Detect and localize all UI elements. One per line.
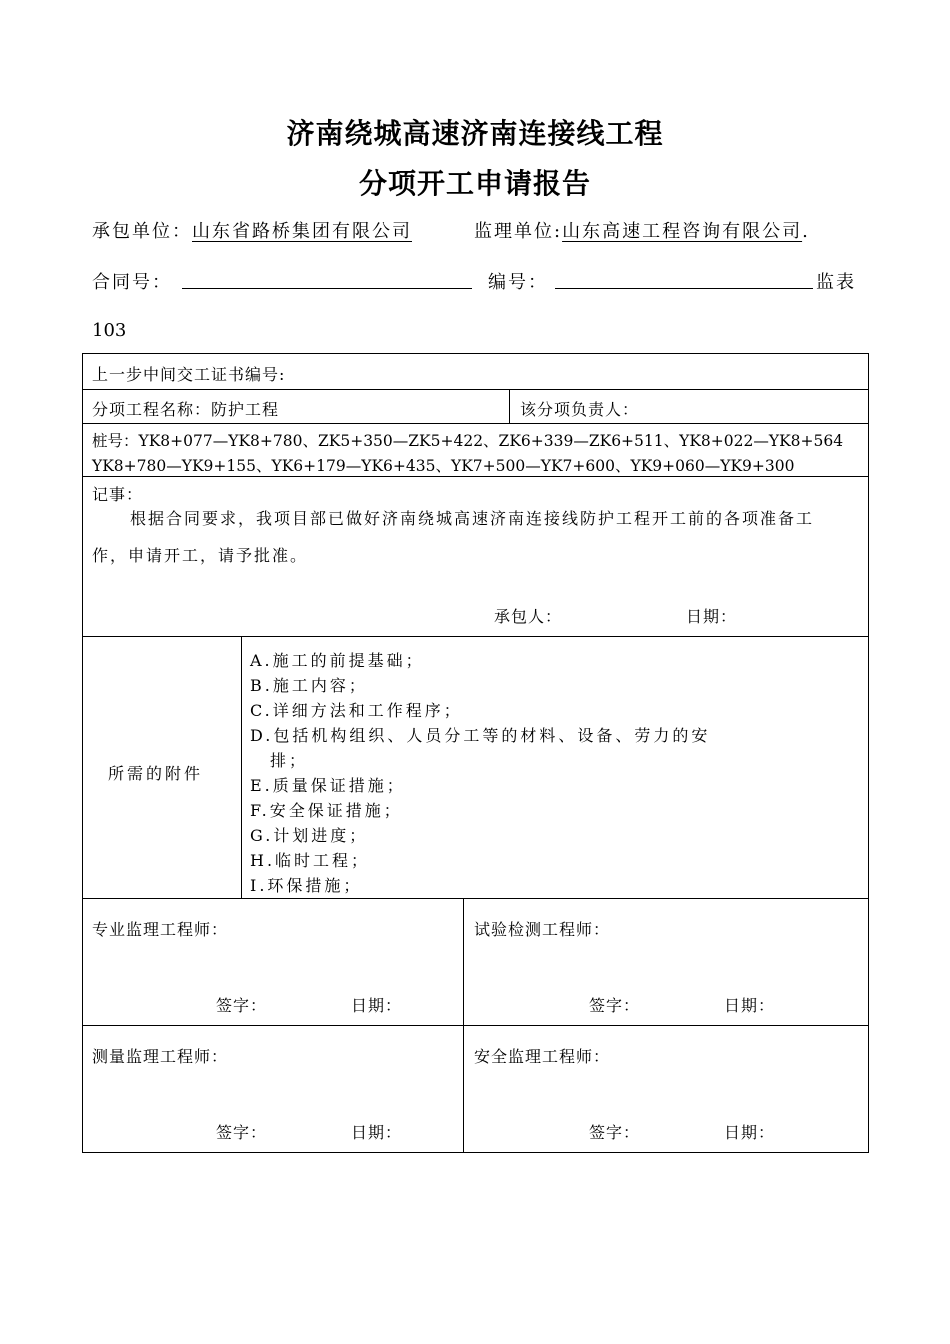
previous-certificate-label: 上一步中间交工证书编号: — [92, 365, 286, 384]
contractor-sign-label: 承包人： — [494, 607, 563, 626]
survey-date-label: 日期： — [351, 1123, 403, 1142]
attachment-item: B.施工内容； — [250, 676, 368, 695]
attachment-item: G.计划进度； — [250, 826, 369, 845]
contractor-row — [92, 217, 412, 243]
note-label: 记事： — [92, 485, 144, 504]
testing-engineer-label: 试验检测工程师： — [474, 920, 611, 939]
item-name-label: 分项工程名称：防护工程 — [92, 400, 280, 419]
attachment-item: C.详细方法和工作程序； — [250, 701, 463, 720]
specialty-engineer-label: 专业监理工程师： — [92, 920, 229, 939]
supervisor-row: 监理单位:山东高速工程咨询有限公司. — [474, 221, 810, 242]
specialty-sign-label: 签字： — [216, 996, 268, 1015]
supervisor-label: 监理单位: — [474, 221, 563, 242]
pile-line-1: 桩号：YK8+077—YK8+780、ZK5+350—ZK5+422、ZK6+339—ZK6+511、YK8+022—YK8+564 — [92, 432, 844, 450]
pile-line-2: YK8+780—YK9+155、YK6+179—YK6+435、YK7+500—YK7+600、YK9+060—YK9+300 — [92, 457, 795, 475]
contractor-label: 承包单位： — [92, 221, 192, 242]
attachment-item: A.施工的前提基础； — [250, 651, 425, 670]
serial-number-label: 编号： — [488, 272, 548, 293]
form-code-b: 103 — [92, 320, 127, 341]
survey-engineer-label: 测量监理工程师： — [92, 1047, 229, 1066]
document-subtitle: 分项开工申请报告 — [358, 167, 591, 200]
serial-number-field[interactable] — [555, 270, 813, 289]
note-line-2: 作，申请开工，请予批准。 — [92, 546, 309, 565]
attachments-label: 所需的附件 — [108, 764, 204, 783]
contract-number-label: 合同号： — [92, 272, 172, 293]
testing-sign-label: 签字： — [589, 996, 641, 1015]
attachment-item: H.临时工程； — [250, 851, 371, 870]
attachment-item: I.环保措施； — [250, 876, 363, 895]
attachment-item: D.包括机构组织、人员分工等的材料、设备、劳力的安 — [250, 726, 711, 745]
attachment-item: F.安全保证措施； — [250, 801, 403, 820]
attachment-item: 排； — [270, 751, 309, 770]
form-code-a: 监表 — [816, 272, 856, 293]
note-line-1: 根据合同要求，我项目部已做好济南绕城高速济南连接线防护工程开工前的各项准备工 — [130, 509, 815, 528]
attachment-item: E.质量保证措施； — [250, 776, 406, 795]
item-head-label: 该分项负责人： — [520, 400, 640, 419]
safety-date-label: 日期： — [724, 1123, 776, 1142]
contractor-date-label: 日期： — [686, 607, 738, 626]
specialty-date-label: 日期： — [351, 996, 403, 1015]
survey-sign-label: 签字： — [216, 1123, 268, 1142]
testing-date-label: 日期： — [724, 996, 776, 1015]
supervisor-value: 山东高速工程咨询有限公司 — [562, 221, 803, 242]
safety-engineer-label: 安全监理工程师： — [474, 1047, 611, 1066]
safety-sign-label: 签字： — [589, 1123, 641, 1142]
contractor-value: 山东省路桥集团有限公司 — [192, 221, 412, 242]
contract-number-field[interactable] — [182, 270, 472, 289]
contract-number-row — [92, 268, 172, 294]
document-title: 济南绕城高速济南连接线工程 — [286, 117, 664, 150]
